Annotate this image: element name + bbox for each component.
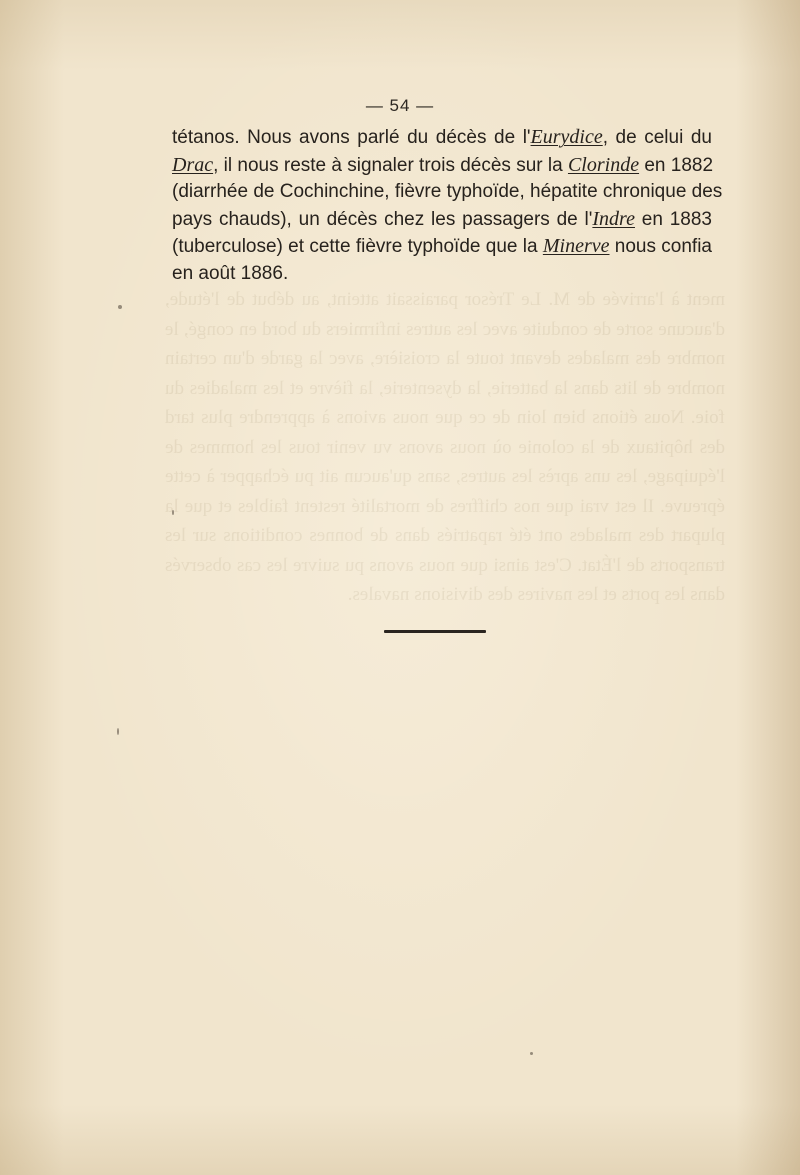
text-line bbox=[172, 124, 712, 152]
ship-name: Eurydice bbox=[530, 126, 603, 148]
text-run: , de celui du bbox=[602, 127, 712, 148]
text-run: en 1883 bbox=[634, 208, 712, 230]
text-run: (tuberculose) et cette fièvre typhoïde que la bbox=[172, 236, 543, 257]
section-divider-rule bbox=[384, 630, 486, 633]
body-paragraph bbox=[172, 124, 723, 287]
paper-speck bbox=[117, 728, 119, 735]
show-through-text: ment à l'arrivée de M. Le Trésor paraissait atteint, au début de l'étude, d'aucune sorte de conduite avec les autres infirmiers du bord en congé, le nombre des malades devant toute la croisière, avec la garde d'un certain nombre de lits dans la batterie, la dysenterie, la fièvre et les maladies du foie. Nous étions bien loin de ce que nous avions à apprendre plus tard des hôpitaux de la colonie où nous avons vu venir tous les hommes de l'équipage, les uns après les autres, sans qu'aucun ait pu échapper à cette épreuve. Il est vrai que nos chiffres de mortalité restent faibles et que la plupart des malades ont été rapatriés dans de bonnes conditions sur les transports de l'État. C'est ainsi que nous avons pu suivre les cas observés dans les ports et les navires des divisions navales. bbox=[165, 289, 725, 605]
text-run: en août 1886. bbox=[172, 262, 289, 284]
paper-speck bbox=[118, 305, 122, 309]
ship-name: Minerve bbox=[542, 235, 610, 257]
text-run: tétanos. Nous avons parlé du décès de l' bbox=[172, 127, 531, 148]
text-run: pays chauds), un décès chez les passagers de l' bbox=[172, 208, 593, 230]
paper-speck bbox=[172, 510, 174, 515]
ship-name: Drac bbox=[172, 153, 214, 176]
page-number: — 54 — bbox=[365, 96, 435, 115]
ship-name: Clorinde bbox=[567, 153, 640, 176]
text-line bbox=[172, 179, 723, 206]
text-line bbox=[172, 152, 712, 180]
text-line bbox=[172, 206, 712, 234]
paper-speck bbox=[530, 1052, 533, 1055]
ship-name: Indre bbox=[592, 207, 635, 230]
text-run: nous confia bbox=[609, 236, 712, 257]
text-line bbox=[172, 261, 712, 288]
text-line bbox=[172, 233, 712, 261]
text-run: , il nous reste à signaler trois décès sur la bbox=[213, 154, 568, 176]
text-run: en 1882 bbox=[639, 154, 714, 176]
text-run: (diarrhée de Cochinchine, fièvre typhoïde, hépatite chronique des bbox=[172, 181, 723, 202]
